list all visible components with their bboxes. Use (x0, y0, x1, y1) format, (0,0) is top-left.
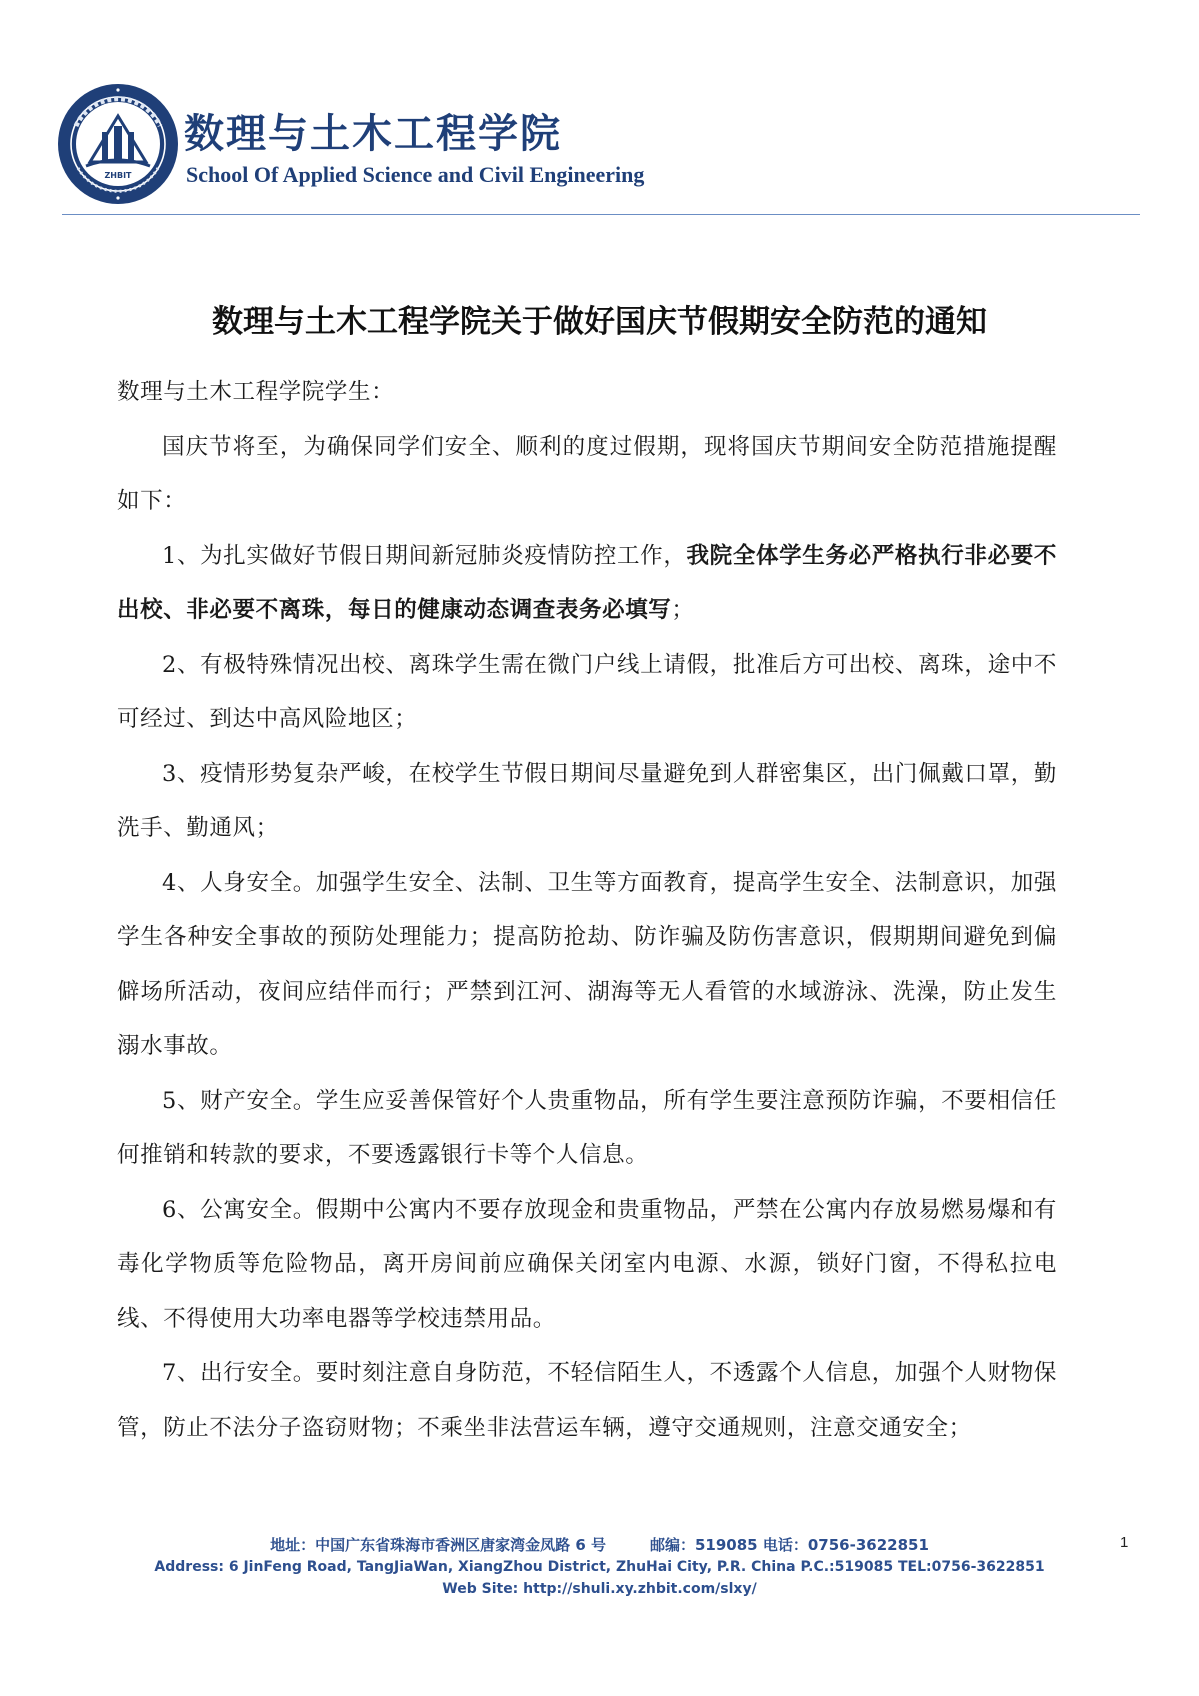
footer-postcode-phone: 邮编：519085 电话：0756-3622851 (650, 1536, 929, 1554)
item-6-paragraph: 6、公寓安全。假期中公寓内不要存放现金和贵重物品，严禁在公寓内存放易燃易爆和有毒化学物质等危险物品，离开房间前应确保关闭室内电源、水源，锁好门窗，不得私拉电线、不得使用大功率电器等学校违禁用品。 (117, 1196, 1057, 1332)
item-3-paragraph: 3、疫情形势复杂严峻，在校学生节假日期间尽量避免到人群密集区，出门佩戴口罩，勤洗手、勤通风； (117, 760, 1057, 841)
item-2-paragraph: 2、有极特殊情况出校、离珠学生需在微门户线上请假，批准后方可出校、离珠，途中不可经过、到达中高风险地区； (117, 651, 1057, 732)
item-1-paragraph (117, 529, 1057, 638)
intro-paragraph: 国庆节将至，为确保同学们安全、顺利的度过假期，现将国庆节期间安全防范措施提醒如下： (117, 433, 1057, 514)
document-title: 数理与土木工程学院关于做好国庆节假期安全防范的通知 (212, 304, 987, 340)
school-seal-logo (56, 82, 180, 206)
salutation: 数理与土木工程学院学生： (117, 379, 395, 405)
page-footer (0, 1534, 1199, 1600)
header-divider (62, 214, 1140, 215)
item-1-lead: 1、为扎实做好节假日期间新冠肺炎疫情防控工作， (162, 542, 687, 569)
letterhead (56, 82, 1136, 212)
footer-address-chinese: 地址：中国广东省珠海市香洲区唐家湾金凤路 6 号 (270, 1536, 606, 1554)
school-name-chinese: 数理与土木工程学院 (184, 111, 562, 157)
item-7-paragraph: 7、出行安全。要时刻注意自身防范，不轻信陌生人，不透露个人信息，加强个人财物保管，防止不法分子盗窃财物；不乘坐非法营运车辆，遵守交通规则，注意交通安全； (117, 1360, 1057, 1441)
document-body (117, 365, 1057, 1455)
page-number: 1 (1120, 1534, 1129, 1551)
footer-address-english: Address: 6 JinFeng Road, TangJiaWan, XiangZhou District, ZhuHai City, P.R. China P.C.:519085 TEL:0756-3622851 (154, 1559, 1045, 1575)
item-5-paragraph: 5、财产安全。学生应妥善保管好个人贵重物品，所有学生要注意预防诈骗，不要相信任何推销和转款的要求，不要透露银行卡等个人信息。 (117, 1087, 1057, 1168)
footer-contact-chinese (0, 1534, 1199, 1556)
item-4-paragraph: 4、人身安全。加强学生安全、法制、卫生等方面教育，提高学生安全、法制意识，加强学生各种安全事故的预防处理能力；提高防抢劫、防诈骗及防伤害意识，假期期间避免到偏僻场所活动，夜间应结伴而行；严禁到江河、湖海等无人看管的水域游泳、洗澡，防止发生溺水事故。 (117, 869, 1057, 1059)
item-1-emphasis: 我院全体学生务必严格执行非必要不出校、非必要不离珠，每日的健康动态调查表务必填写 (117, 542, 1057, 623)
school-name-english: School Of Applied Science and Civil Engineering (186, 162, 645, 187)
footer-website[interactable]: Web Site: http://shuli.xy.zhbit.com/slxy/ (442, 1581, 757, 1597)
item-1-end: ； (671, 597, 695, 623)
svg-text:ZHBIT: ZHBIT (104, 171, 132, 180)
